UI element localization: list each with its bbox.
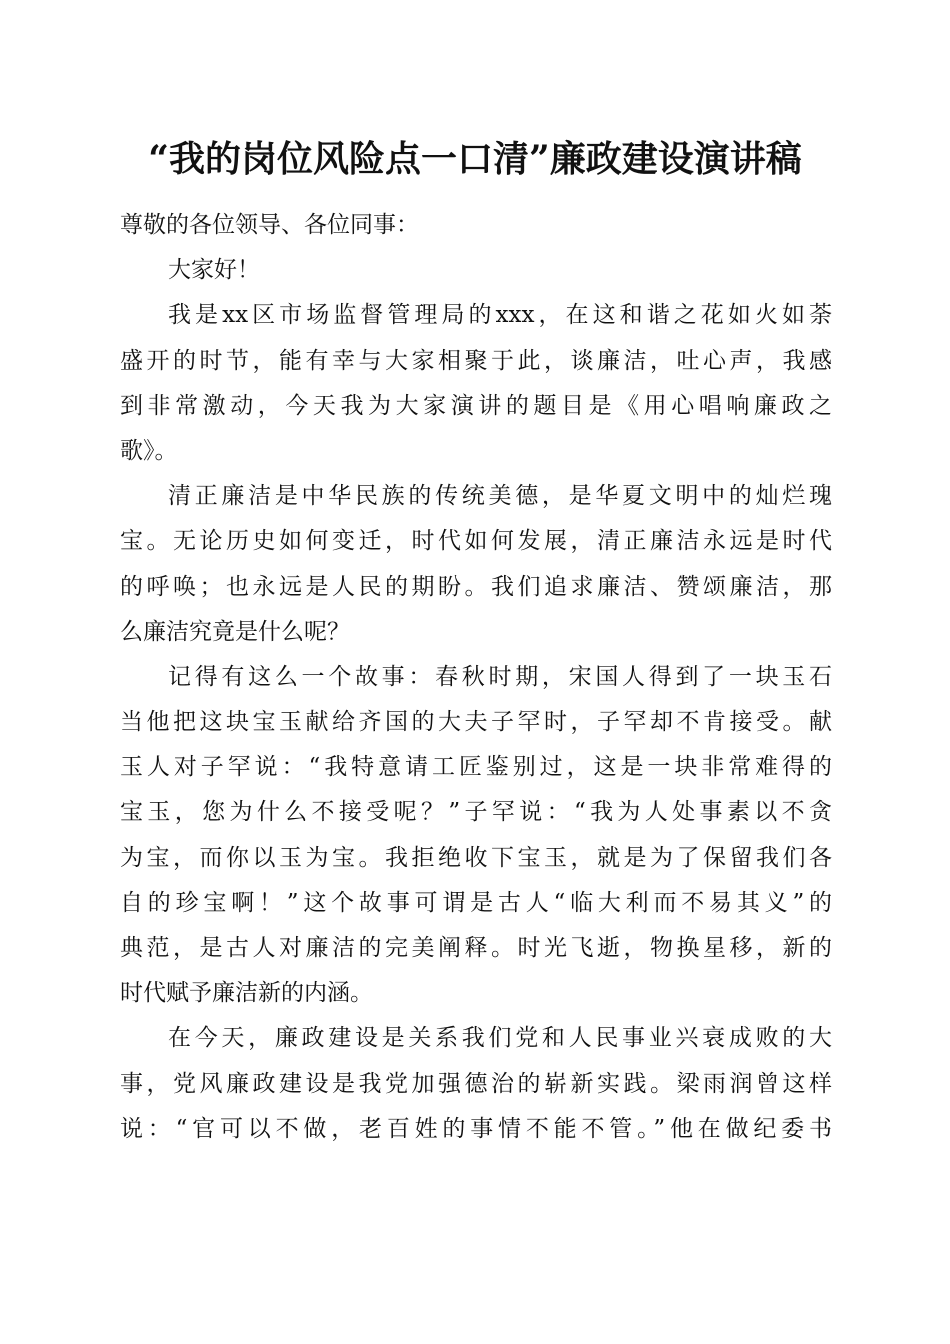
paragraph-line: 在今天，廉政建设是关系我们党和人民事业兴衰成败的大 — [168, 1025, 832, 1052]
paragraph-line: 典范，是古人对廉洁的完美阐释。时光飞逝，物换星移，新的 — [120, 935, 832, 961]
paragraph-line: 说：“官可以不做，老百姓的事情不能不管。”他在做纪委书 — [120, 1115, 832, 1142]
paragraph-line: 我是xx区市场监督管理局的xxx，在这和谐之花如火如荼 — [168, 302, 832, 329]
paragraph-line: 宝。无论历史如何变迁，时代如何发展，清正廉洁永远是时代 — [120, 528, 832, 555]
paragraph-line: 到非常激动，今天我为大家演讲的题目是《用心唱响廉政之 — [120, 392, 832, 419]
paragraph-line: 的呼唤；也永远是人民的期盼。我们追求廉洁、赞颂廉洁，那 — [120, 573, 832, 600]
salutation-line: 尊敬的各位领导、各位同事： — [120, 212, 419, 238]
document-body — [120, 203, 832, 1152]
document-title: “我的岗位风险点一口清”廉政建设演讲稿 — [148, 138, 802, 180]
paragraph-line: 自的珍宝啊！”这个故事可谓是古人“临大利而不易其义”的 — [120, 889, 832, 916]
paragraph-line: 清正廉洁是中华民族的传统美德，是华夏文明中的灿烂瑰 — [168, 483, 832, 510]
paragraph-line: 时代赋予廉洁新的内涵。 — [120, 980, 373, 1007]
paragraph-line: 宝玉，您为什么不接受呢？”子罕说：“我为人处事素以不贪 — [120, 799, 832, 826]
paragraph-line: 么廉洁究竟是什么呢？ — [120, 618, 350, 645]
paragraph-line: 事，党风廉政建设是我党加强德治的崭新实践。梁雨润曾这样 — [120, 1070, 832, 1097]
paragraph-line: 玉人对子罕说：“我特意请工匠鉴别过，这是一块非常难得的 — [120, 754, 832, 781]
paragraph-line: 记得有这么一个故事：春秋时期，宋国人得到了一块玉石 — [168, 663, 832, 690]
paragraph-line: 为宝，而你以玉为宝。我拒绝收下宝玉，就是为了保留我们各 — [120, 844, 832, 871]
paragraph-line: 盛开的时节，能有幸与大家相聚于此，谈廉洁，吐心声，我感 — [120, 347, 832, 374]
paragraph-line: 歌》。 — [120, 437, 178, 464]
paragraph-line: 当他把这块宝玉献给齐国的大夫子罕时，子罕却不肯接受。献 — [120, 709, 832, 736]
greeting-line: 大家好！ — [168, 257, 260, 284]
